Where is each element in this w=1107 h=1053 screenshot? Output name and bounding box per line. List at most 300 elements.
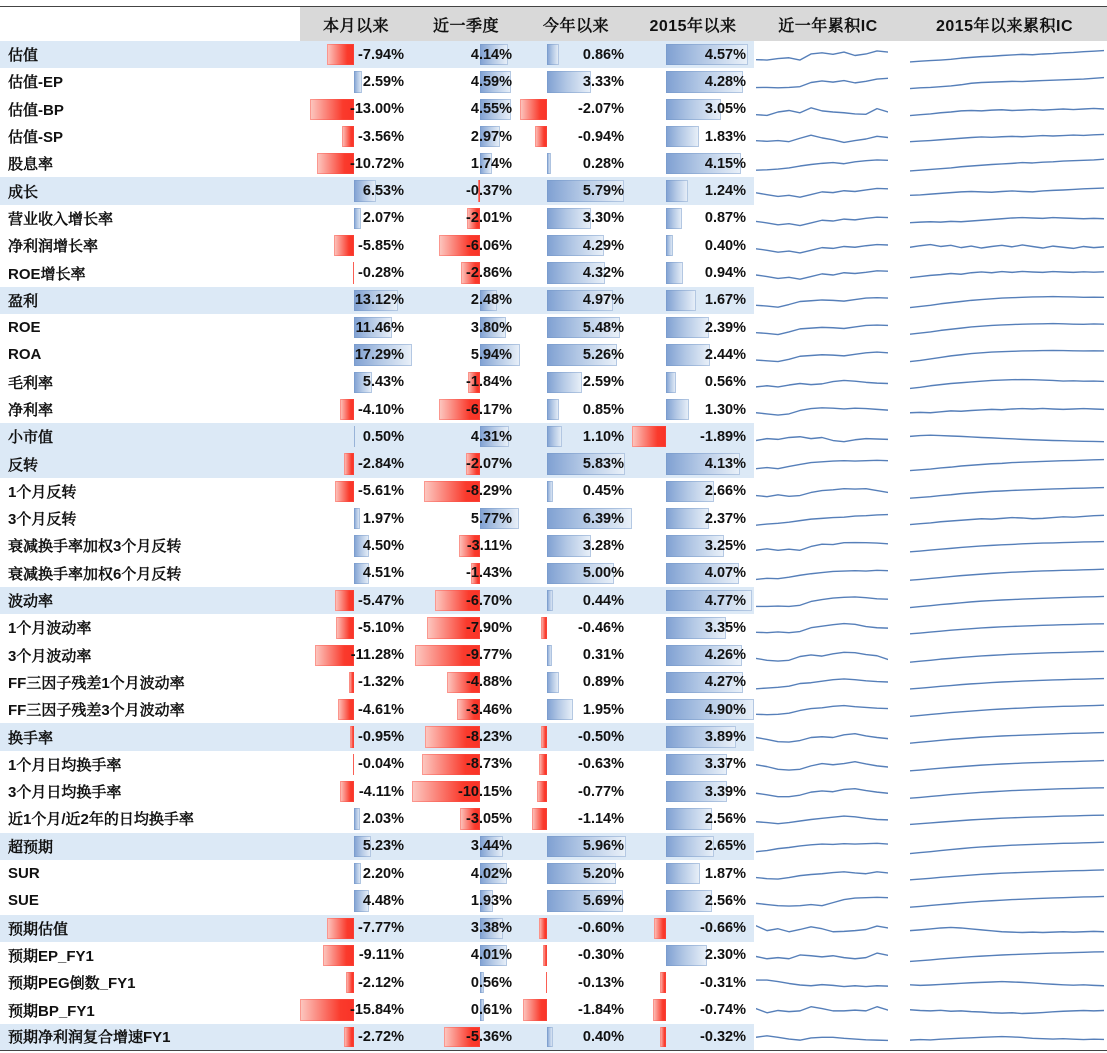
since-2015-ic-sparkline (910, 809, 1104, 829)
value-text: -3.56% (358, 128, 404, 145)
since-2015-ic-sparkline (910, 564, 1104, 584)
sparkline-recent-year-ic-cell (754, 587, 902, 614)
sparkline-recent-year-ic-cell (754, 532, 902, 559)
value-text: -1.84% (578, 1002, 624, 1019)
sparkline-recent-year-ic-cell (754, 150, 902, 177)
value-text: 2.44% (704, 346, 746, 363)
since-2015-ic-sparkline (910, 373, 1104, 393)
value-text: 1.10% (582, 428, 624, 445)
value-text: 0.89% (582, 674, 624, 691)
factor-label: 预期BP_FY1 (8, 1002, 95, 1020)
value-text: -0.50% (578, 729, 624, 746)
value-cell (520, 478, 632, 505)
value-text: -10.72% (349, 155, 404, 172)
value-text: -3.05% (466, 810, 512, 827)
since-2015-ic-sparkline (910, 591, 1104, 611)
value-cell (520, 150, 632, 177)
value-cell (632, 642, 754, 669)
value-text: -11.28% (350, 647, 404, 664)
value-cell (632, 96, 754, 123)
value-cell (300, 450, 412, 477)
value-cell (632, 259, 754, 286)
value-text: 5.20% (582, 865, 624, 882)
sparkline-since-2015-ic-cell (902, 805, 1107, 832)
value-text: 1.95% (582, 701, 624, 718)
value-text: 2.65% (704, 838, 746, 855)
value-text: 6.53% (362, 183, 404, 200)
value-text: -5.85% (358, 237, 404, 254)
recent-year-ic-sparkline (756, 127, 888, 147)
value-text: -5.47% (358, 592, 404, 609)
sparkline-since-2015-ic-cell (902, 450, 1107, 477)
value-text: 4.55% (470, 101, 512, 118)
sparkline-recent-year-ic-cell (754, 232, 902, 259)
value-text: 5.48% (582, 319, 624, 336)
sparkline-recent-year-ic-cell (754, 614, 902, 641)
value-text: 5.79% (582, 183, 624, 200)
value-text: -5.61% (358, 483, 404, 500)
value-text: -2.01% (466, 210, 512, 227)
value-cell (520, 423, 632, 450)
value-cell (632, 669, 754, 696)
value-cell (412, 560, 520, 587)
recent-year-ic-sparkline (756, 919, 888, 939)
value-cell (632, 150, 754, 177)
value-text: 4.51% (362, 565, 404, 582)
table-row-group (0, 423, 1107, 450)
value-cell (412, 1024, 520, 1051)
factor-label: 1个月波动率 (8, 620, 92, 638)
value-text: 4.50% (362, 537, 404, 554)
sparkline-since-2015-ic-cell (902, 1024, 1107, 1051)
value-text: -2.07% (466, 456, 512, 473)
value-cell (300, 996, 412, 1023)
sparkline-recent-year-ic-cell (754, 887, 902, 914)
value-cell (632, 614, 754, 641)
value-text: 2.37% (704, 510, 746, 527)
since-2015-ic-sparkline (910, 482, 1104, 502)
value-cell (632, 860, 754, 887)
value-text: -8.29% (466, 483, 512, 500)
table-row (0, 969, 1107, 996)
factor-label: 3个月日均换手率 (8, 784, 122, 802)
recent-year-ic-sparkline (756, 509, 888, 529)
table-row-group (0, 287, 1107, 314)
value-text: 3.89% (704, 729, 746, 746)
sparkline-since-2015-ic-cell (902, 860, 1107, 887)
since-2015-ic-sparkline (910, 400, 1104, 420)
recent-year-ic-sparkline (756, 755, 888, 775)
sparkline-since-2015-ic-cell (902, 341, 1107, 368)
value-cell (632, 41, 754, 68)
value-text: 0.50% (362, 428, 404, 445)
recent-year-ic-sparkline (756, 263, 888, 283)
value-cell (520, 587, 632, 614)
value-text: 3.28% (582, 537, 624, 554)
value-text: -9.77% (466, 647, 512, 664)
sparkline-recent-year-ic-cell (754, 669, 902, 696)
recent-year-ic-sparkline (756, 1000, 888, 1020)
sparkline-recent-year-ic-cell (754, 41, 902, 68)
value-cell (300, 177, 412, 204)
factor-label: ROA (8, 346, 42, 364)
since-2015-ic-sparkline (910, 318, 1104, 338)
value-text: 1.67% (704, 292, 746, 309)
value-cell (520, 887, 632, 914)
value-cell (412, 969, 520, 996)
value-text: 3.39% (704, 783, 746, 800)
value-text: 0.40% (704, 237, 746, 254)
table-row (0, 505, 1107, 532)
value-cell (300, 232, 412, 259)
value-cell (520, 369, 632, 396)
value-text: -6.17% (466, 401, 512, 418)
value-cell (300, 314, 412, 341)
value-cell (520, 860, 632, 887)
value-text: 4.15% (704, 155, 746, 172)
table-row (0, 314, 1107, 341)
value-text: -0.32% (700, 1028, 746, 1045)
value-cell (300, 860, 412, 887)
factor-label: 预期净利润复合增速FY1 (0, 1024, 300, 1051)
recent-year-ic-sparkline (756, 373, 888, 393)
table-row (0, 478, 1107, 505)
since-2015-ic-sparkline (910, 864, 1104, 884)
since-2015-ic-sparkline (910, 1000, 1104, 1020)
since-2015-ic-sparkline (910, 509, 1104, 529)
factor-label: 换手率 (0, 723, 300, 750)
sparkline-since-2015-ic-cell (902, 587, 1107, 614)
value-text: -4.88% (466, 674, 512, 691)
value-cell (412, 41, 520, 68)
value-cell (520, 287, 632, 314)
value-text: 4.90% (704, 701, 746, 718)
factor-label: 3个月波动率 (8, 647, 92, 665)
table-row (0, 942, 1107, 969)
table-row-group (0, 1024, 1107, 1051)
since-2015-ic-sparkline (910, 45, 1104, 65)
table-row (0, 205, 1107, 232)
value-text: -0.37% (466, 183, 512, 200)
value-text: -10.15% (457, 783, 512, 800)
value-cell (632, 560, 754, 587)
value-text: 5.26% (582, 346, 624, 363)
value-cell (300, 150, 412, 177)
value-cell (412, 887, 520, 914)
table-row (0, 887, 1107, 914)
table-row (0, 396, 1107, 423)
value-cell (412, 396, 520, 423)
factor-label: 净利率 (8, 402, 54, 419)
sparkline-recent-year-ic-cell (754, 396, 902, 423)
value-text: 4.77% (704, 592, 746, 609)
value-text: 3.05% (704, 101, 746, 118)
value-cell (300, 805, 412, 832)
value-cell (412, 123, 520, 150)
value-text: -4.61% (358, 701, 404, 718)
factor-label: FF三因子残差1个月波动率 (8, 674, 185, 692)
value-text: -0.63% (578, 756, 624, 773)
value-text: 1.93% (470, 892, 512, 909)
value-cell (412, 642, 520, 669)
factor-label: 小市值 (0, 423, 300, 450)
sparkline-since-2015-ic-cell (902, 505, 1107, 532)
col-header-recent-quarter: 近一季度 (412, 7, 520, 41)
sparkline-since-2015-ic-cell (902, 723, 1107, 750)
value-text: -0.46% (578, 619, 624, 636)
value-text: 4.57% (704, 46, 746, 63)
sparkline-recent-year-ic-cell (754, 205, 902, 232)
value-text: 3.25% (704, 537, 746, 554)
value-cell (412, 723, 520, 750)
value-cell (412, 68, 520, 95)
value-text: -0.04% (358, 756, 404, 773)
value-cell (632, 123, 754, 150)
value-cell (300, 423, 412, 450)
table-row-group (0, 41, 1107, 68)
factor-label: 3个月反转 (8, 511, 77, 529)
recent-year-ic-sparkline (756, 100, 888, 120)
value-text: -3.11% (466, 537, 512, 554)
sparkline-recent-year-ic-cell (754, 341, 902, 368)
table-row (0, 259, 1107, 286)
sparkline-recent-year-ic-cell (754, 423, 902, 450)
sparkline-recent-year-ic-cell (754, 696, 902, 723)
value-cell (520, 177, 632, 204)
value-cell (632, 778, 754, 805)
value-text: 5.94% (470, 346, 512, 363)
sparkline-recent-year-ic-cell (754, 805, 902, 832)
value-cell (520, 123, 632, 150)
value-cell (300, 478, 412, 505)
recent-year-ic-sparkline (756, 591, 888, 611)
value-cell (632, 505, 754, 532)
value-text: 4.32% (582, 265, 624, 282)
sparkline-since-2015-ic-cell (902, 96, 1107, 123)
value-cell (300, 751, 412, 778)
value-text: 2.03% (362, 810, 404, 827)
sparkline-since-2015-ic-cell (902, 696, 1107, 723)
col-header-since-2015: 2015年以来 (632, 7, 754, 41)
value-cell (632, 887, 754, 914)
sparkline-since-2015-ic-cell (902, 41, 1107, 68)
value-cell (632, 369, 754, 396)
recent-year-ic-sparkline (756, 72, 888, 92)
sparkline-recent-year-ic-cell (754, 915, 902, 942)
value-text: 4.48% (362, 892, 404, 909)
value-text: 0.56% (470, 974, 512, 991)
factor-label: 毛利率 (8, 374, 54, 392)
value-cell (412, 96, 520, 123)
table-row (0, 123, 1107, 150)
value-text: 4.13% (704, 456, 746, 473)
sparkline-since-2015-ic-cell (902, 423, 1107, 450)
value-cell (520, 41, 632, 68)
value-cell (412, 150, 520, 177)
sparkline-since-2015-ic-cell (902, 314, 1107, 341)
value-text: -9.11% (358, 947, 404, 964)
table-row-group (0, 450, 1107, 477)
value-cell (632, 478, 754, 505)
factor-label: 股息率 (8, 156, 54, 174)
value-text: 5.69% (582, 892, 624, 909)
value-text: 0.94% (704, 265, 746, 282)
sparkline-recent-year-ic-cell (754, 450, 902, 477)
recent-year-ic-sparkline (756, 564, 888, 584)
factor-label: 预期估值 (0, 915, 300, 942)
value-text: -8.73% (466, 756, 512, 773)
factor-label: 预期PEG倒数_FY1 (8, 975, 136, 993)
factor-label: 估值-EP (8, 74, 64, 92)
value-cell (300, 259, 412, 286)
sparkline-recent-year-ic-cell (754, 478, 902, 505)
sparkline-since-2015-ic-cell (902, 969, 1107, 996)
recent-year-ic-sparkline (756, 427, 888, 447)
recent-year-ic-sparkline (756, 291, 888, 311)
value-text: -0.77% (578, 783, 624, 800)
recent-year-ic-sparkline (756, 318, 888, 338)
recent-year-ic-sparkline (756, 782, 888, 802)
sparkline-since-2015-ic-cell (902, 915, 1107, 942)
value-cell (520, 314, 632, 341)
value-text: -2.07% (578, 101, 624, 118)
sparkline-recent-year-ic-cell (754, 778, 902, 805)
value-cell (300, 123, 412, 150)
since-2015-ic-sparkline (910, 72, 1104, 92)
recent-year-ic-sparkline (756, 181, 888, 201)
value-cell (300, 915, 412, 942)
value-cell (412, 587, 520, 614)
table-row (0, 642, 1107, 669)
value-text: -13.00% (349, 101, 404, 118)
value-text: -6.06% (466, 237, 512, 254)
recent-year-ic-sparkline (756, 973, 888, 993)
value-text: 4.28% (704, 73, 746, 90)
table-row (0, 532, 1107, 559)
value-text: 3.35% (704, 619, 746, 636)
value-cell (412, 778, 520, 805)
value-text: 1.83% (704, 128, 746, 145)
sparkline-recent-year-ic-cell (754, 751, 902, 778)
factor-label: FF三因子残差3个月波动率 (8, 702, 185, 720)
value-cell (300, 369, 412, 396)
table-row-group (0, 587, 1107, 614)
since-2015-ic-sparkline (910, 646, 1104, 666)
value-text: 1.30% (704, 401, 746, 418)
value-text: 2.20% (362, 865, 404, 882)
since-2015-ic-sparkline (910, 345, 1104, 365)
value-text: -0.31% (700, 974, 746, 991)
value-text: -7.90% (466, 619, 512, 636)
sparkline-recent-year-ic-cell (754, 505, 902, 532)
value-text: 1.74% (470, 155, 512, 172)
table-row (0, 369, 1107, 396)
value-cell (520, 642, 632, 669)
sparkline-recent-year-ic-cell (754, 68, 902, 95)
value-cell (412, 205, 520, 232)
sparkline-since-2015-ic-cell (902, 642, 1107, 669)
sparkline-recent-year-ic-cell (754, 942, 902, 969)
recent-year-ic-sparkline (756, 45, 888, 65)
value-cell (520, 915, 632, 942)
since-2015-ic-sparkline (910, 536, 1104, 556)
value-cell (300, 833, 412, 860)
table-row-group (0, 833, 1107, 860)
sparkline-recent-year-ic-cell (754, 642, 902, 669)
sparkline-since-2015-ic-cell (902, 560, 1107, 587)
value-cell (632, 723, 754, 750)
value-cell (300, 778, 412, 805)
table-row (0, 778, 1107, 805)
table-row (0, 96, 1107, 123)
sparkline-recent-year-ic-cell (754, 123, 902, 150)
value-text: -0.28% (358, 265, 404, 282)
since-2015-ic-sparkline (910, 209, 1104, 229)
recent-year-ic-sparkline (756, 236, 888, 256)
value-text: -7.94% (358, 46, 404, 63)
value-cell (300, 969, 412, 996)
value-cell (412, 259, 520, 286)
value-text: 0.45% (582, 483, 624, 500)
recent-year-ic-sparkline (756, 864, 888, 884)
value-cell (412, 942, 520, 969)
value-cell (520, 259, 632, 286)
since-2015-ic-sparkline (910, 181, 1104, 201)
value-cell (520, 614, 632, 641)
value-text: 4.01% (470, 947, 512, 964)
value-text: -2.12% (358, 974, 404, 991)
value-text: 2.97% (470, 128, 512, 145)
value-cell (632, 423, 754, 450)
value-cell (520, 723, 632, 750)
value-cell (412, 833, 520, 860)
since-2015-ic-sparkline (910, 755, 1104, 775)
value-text: 0.86% (582, 46, 624, 63)
table-row (0, 560, 1107, 587)
value-text: 3.44% (470, 838, 512, 855)
recent-year-ic-sparkline (756, 946, 888, 966)
sparkline-since-2015-ic-cell (902, 614, 1107, 641)
since-2015-ic-sparkline (910, 100, 1104, 120)
value-text: -7.77% (358, 920, 404, 937)
factor-label: 盈利 (0, 287, 300, 314)
value-cell (300, 669, 412, 696)
recent-year-ic-sparkline (756, 209, 888, 229)
factor-label: SUR (8, 865, 40, 883)
recent-year-ic-sparkline (756, 837, 888, 857)
factor-label: 预期EP_FY1 (8, 947, 94, 965)
table-header (0, 6, 1107, 41)
table-row (0, 805, 1107, 832)
value-cell (412, 996, 520, 1023)
value-cell (632, 805, 754, 832)
sparkline-recent-year-ic-cell (754, 96, 902, 123)
value-cell (412, 532, 520, 559)
since-2015-ic-sparkline (910, 427, 1104, 447)
value-cell (632, 177, 754, 204)
since-2015-ic-sparkline (910, 291, 1104, 311)
value-cell (300, 696, 412, 723)
value-text: -0.74% (700, 1002, 746, 1019)
value-cell (632, 205, 754, 232)
value-cell (412, 478, 520, 505)
value-text: 4.02% (470, 865, 512, 882)
recent-year-ic-sparkline (756, 700, 888, 720)
sparkline-since-2015-ic-cell (902, 751, 1107, 778)
sparkline-recent-year-ic-cell (754, 259, 902, 286)
value-cell (300, 614, 412, 641)
recent-year-ic-sparkline (756, 809, 888, 829)
